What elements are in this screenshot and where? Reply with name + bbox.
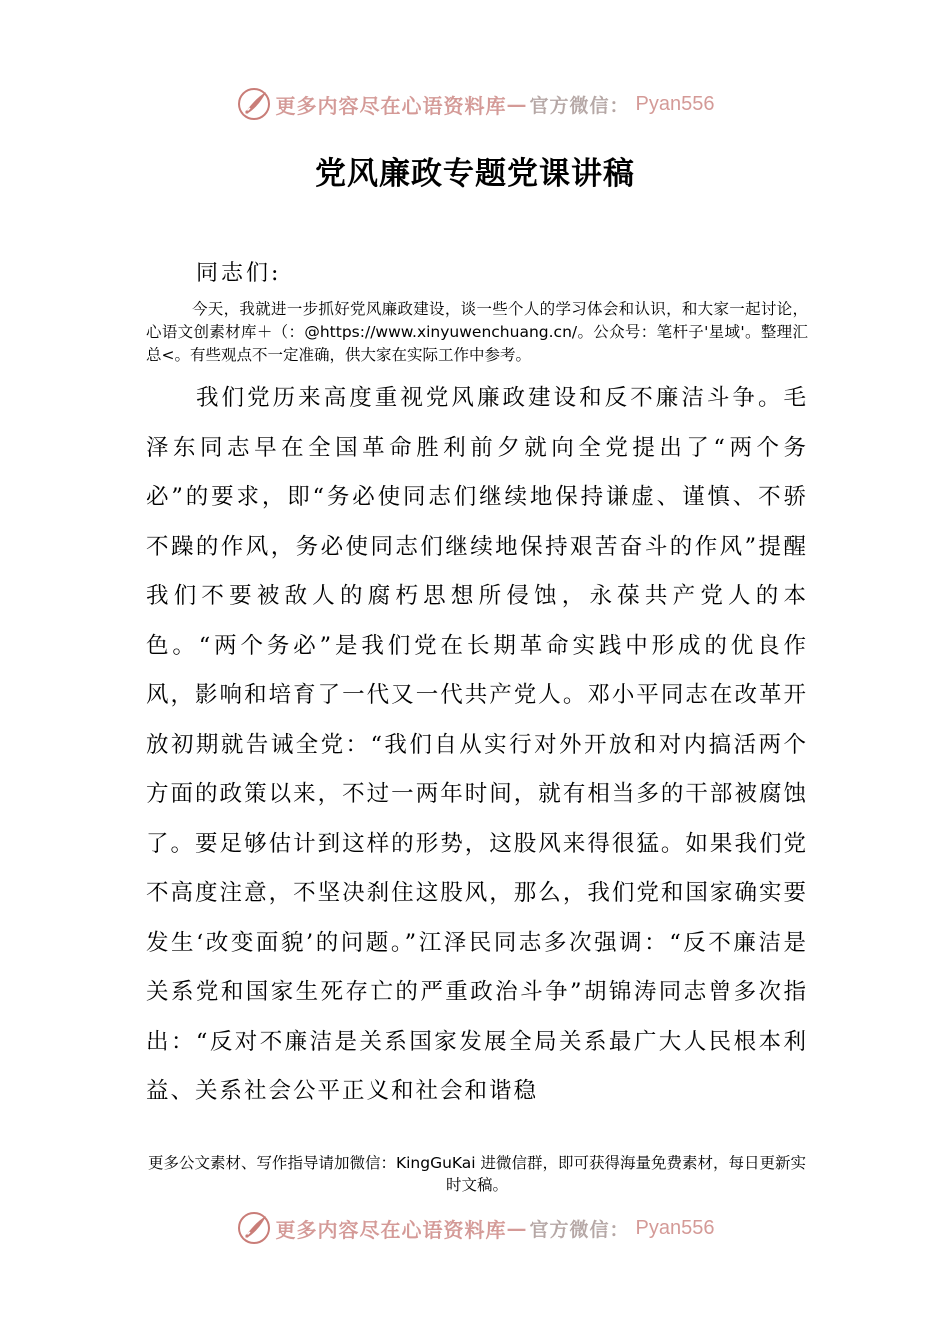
- body-paragraph: 我们党历来高度重视党风廉政建设和反不廉洁斗争。毛泽东同志早在全国革命胜利前夕就向全党提出了“两个务必”的要求，即“务必使同志们继续地保持谦虚、谨慎、不骄不躁的作风，务必使同志们继续地保持艰苦奋斗的作风”提醒我们不要被敌人的腐朽思想所侵蚀，永葆共产党人的本色。“两个务必”是我们党在长期革命实践中形成的优良作风，影响和培育了一代又一代共产党人。邓小平同志在改革开放初期就告诫全党：“我们自从实行对外开放和对内搞活两个方面的政策以来，不过一两年时间，就有相当多的干部被腐蚀了。要足够估计到这样的形势，这股风来得很猛。如果我们党不高度注意，不坚决刹住这股风，那么，我们党和国家确实要发生‘改变面貌’的问题。”江泽民同志多次强调：“反不廉洁是关系党和国家生死存亡的严重政治斗争”胡锦涛同志曾多次指出：“反对不廉洁是关系国家发展全局关系最广大人民根本利益、关系社会公平正义和社会和谐稳: [146, 385, 808, 1104]
- header-wechat-label: 官方微信：: [529, 94, 630, 117]
- footer-separator: —: [506, 1216, 528, 1240]
- quill-pen-icon: [236, 1210, 272, 1246]
- footer-wechat-id: Pyan556: [635, 1216, 715, 1239]
- header-banner: [0, 84, 950, 124]
- salutation: 同志们:: [196, 261, 282, 286]
- header-separator: —: [506, 92, 528, 116]
- document-title: 党风廉政专题党课讲稿: [315, 156, 635, 192]
- header-wechat-id: Pyan556: [635, 92, 715, 115]
- header-slogan: 更多内容尽在心语资料库: [275, 93, 507, 118]
- footer-wechat-label: 官方微信：: [529, 1218, 630, 1241]
- footer-banner: [0, 1208, 950, 1248]
- quill-pen-icon: [236, 86, 272, 122]
- footer-note: 更多公文素材、写作指导请加微信：KingGuKai 进微信群，即可获得海量免费素材，每日更新实时文稿。: [147, 1154, 807, 1194]
- footer-slogan: 更多内容尽在心语资料库: [275, 1217, 507, 1242]
- intro-note: 今天，我就进一步抓好党风廉政建设，谈一些个人的学习体会和认识，和大家一起讨论，心语文创素材库＋（：@https://www.xinyuwenchuang.cn/。公众号：笔杆子'星域'。整理汇总<。有些观点不一定准确，供大家在实际工作中参考。: [146, 300, 808, 364]
